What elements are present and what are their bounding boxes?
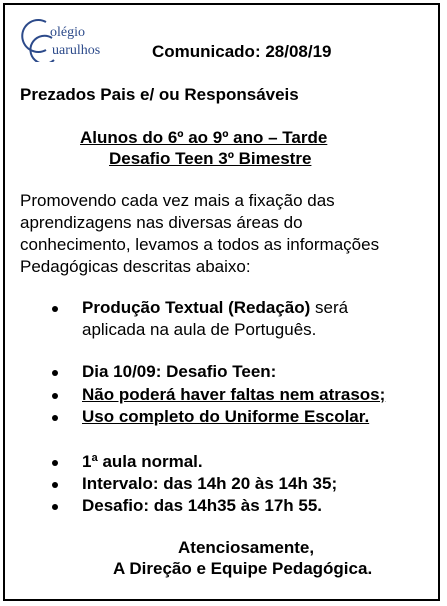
intro-line: Pedagógicas descritas abaixo: [20,257,251,276]
intro-line: conhecimento, levamos a todos as informações [20,235,380,254]
heading-line1: Alunos do 6º ao 9º ano – Tarde [80,128,328,147]
bullet-icon [52,482,58,488]
item-bold-text: Intervalo: das 14h 20 às 14h 35; [82,474,338,493]
item-bold-text: Dia 10/09: Desafio Teen: [82,362,277,381]
intro-line: Promovendo cada vez mais a fixação das [20,191,335,210]
item-bold-text: 1ª aula normal. [82,452,203,471]
heading-line2: Desafio Teen 3º Bimestre [109,149,312,168]
item-bold-text: Não poderá haver faltas nem atrasos; [82,385,386,404]
announcement-title: Comunicado: 28/08/19 [152,42,332,61]
bullet-icon [52,306,58,312]
intro-paragraph [20,190,420,278]
item-continuation-text: aplicada na aula de Português. [82,320,317,339]
bullet-icon [52,504,58,510]
logo-text-line2: uarulhos [52,43,101,58]
item-bold-text: Desafio: das 14h35 às 17h 55. [82,496,323,515]
logo-text-line1: olégio [50,25,85,40]
closing-signature: A Direção e Equipe Pedagógica. [113,559,373,578]
salutation: Prezados Pais e/ ou Responsáveis [20,85,299,104]
bullet-icon [52,370,58,376]
item-bold-text: Produção Textual (Redação) [82,298,311,317]
bullet-icon [52,393,58,399]
bullet-icon [52,460,58,466]
bullet-icon [52,415,58,421]
closing-greeting: Atenciosamente, [178,538,315,557]
school-logo [20,16,132,62]
intro-line: aprendizagens nas diversas áreas do [20,213,303,232]
item-bold-text: Uso completo do Uniforme Escolar. [82,407,370,426]
item-normal-text: será [310,298,349,317]
